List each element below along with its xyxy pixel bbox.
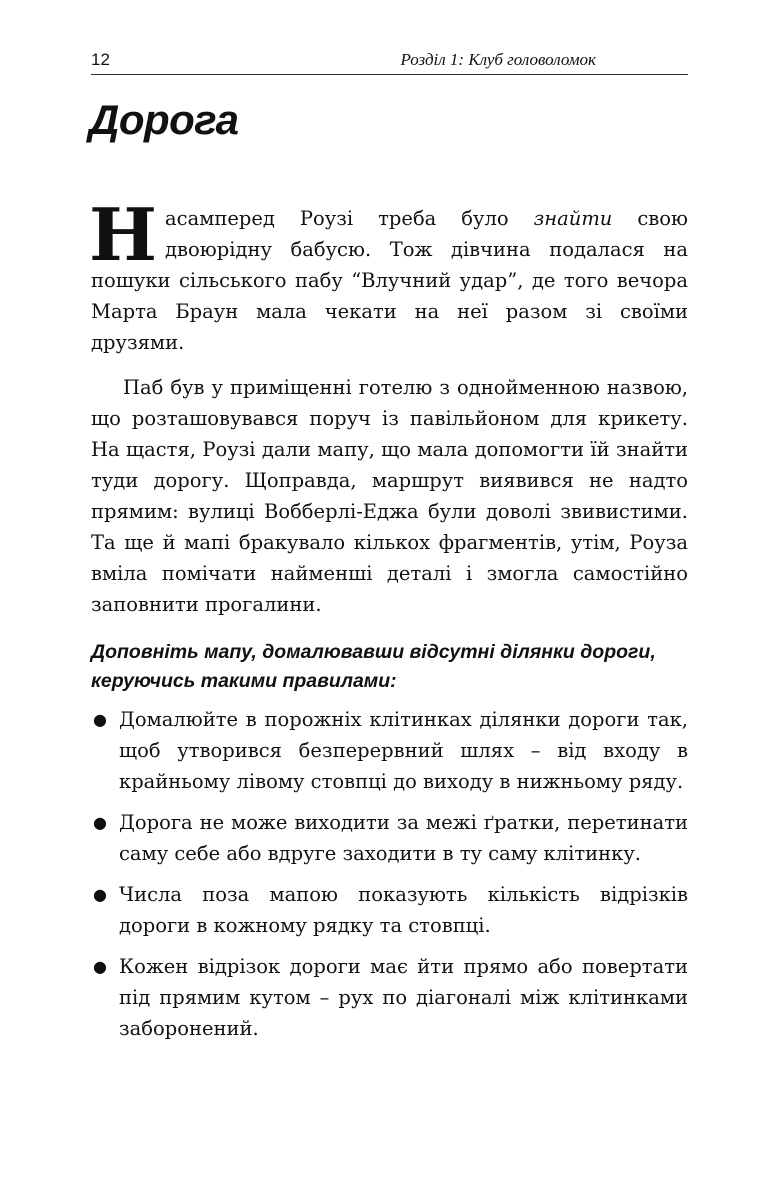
bullet-icon: ● bbox=[93, 885, 107, 904]
puzzle-instruction: Доповніть мапу, домалювавши відсутні ділянки дороги, керуючись такими правилами: bbox=[91, 641, 656, 692]
drop-cap: Н bbox=[89, 192, 158, 277]
intro-text-2: свою двоюрідну бабусю. Тож дівчина подалася на пошуки сільського пабу “Влучний удар”, де того вечора Марта Браун мала чекати на неї разом зі своїми друзями. bbox=[91, 207, 688, 354]
intro-emphasis: знайти bbox=[533, 207, 613, 230]
page-header bbox=[91, 44, 688, 75]
rule-item bbox=[91, 807, 688, 869]
intro-paragraph bbox=[89, 192, 688, 358]
body-paragraph: Паб був у приміщенні готелю з однойменною назвою, що розташовувався поруч із павільйоном для крикету. На щастя, Роузі дали мапу, що мала допомогти їй знайти туди дорогу. Щоправда, маршрут виявився не надто прямим: вулиці Вобберлі-Еджа були доволі звивистими. Та ще й мапі бракувало кількох фрагментів, утім, Роуза вміла помічати найменші деталі і змогла самостійно заповнити прогалини. bbox=[91, 376, 688, 616]
rule-item bbox=[91, 704, 688, 797]
rule-text: Домалюйте в порожніх клітинках ділянки дороги так, щоб утворився безперервний шлях – від входу в крайньому лівому стовпці до виходу в нижньому ряду. bbox=[119, 708, 688, 793]
page-number: 12 bbox=[91, 50, 110, 69]
rule-item bbox=[91, 879, 688, 941]
bullet-icon: ● bbox=[93, 710, 107, 729]
rule-text: Дорога не може виходити за межі ґратки, перетинати саму себе або вдруге заходити в ту саму клітинку. bbox=[119, 811, 688, 865]
bullet-icon: ● bbox=[93, 813, 107, 832]
rules-list bbox=[91, 704, 688, 1044]
page-content bbox=[89, 192, 688, 1054]
rule-text: Кожен відрізок дороги має йти прямо або повертати під прямим кутом – рух по діагоналі між клітинками заборонений. bbox=[119, 955, 688, 1040]
bullet-icon: ● bbox=[93, 957, 107, 976]
intro-text-1: асамперед Роузі треба було bbox=[165, 207, 534, 230]
section-title: Дорога bbox=[89, 96, 239, 143]
running-head: Розділ 1: Клуб головоломок bbox=[400, 50, 596, 69]
rule-item bbox=[91, 951, 688, 1044]
rule-text: Числа поза мапою показують кількість відрізків дороги в кожному рядку та стовпці. bbox=[119, 883, 688, 937]
